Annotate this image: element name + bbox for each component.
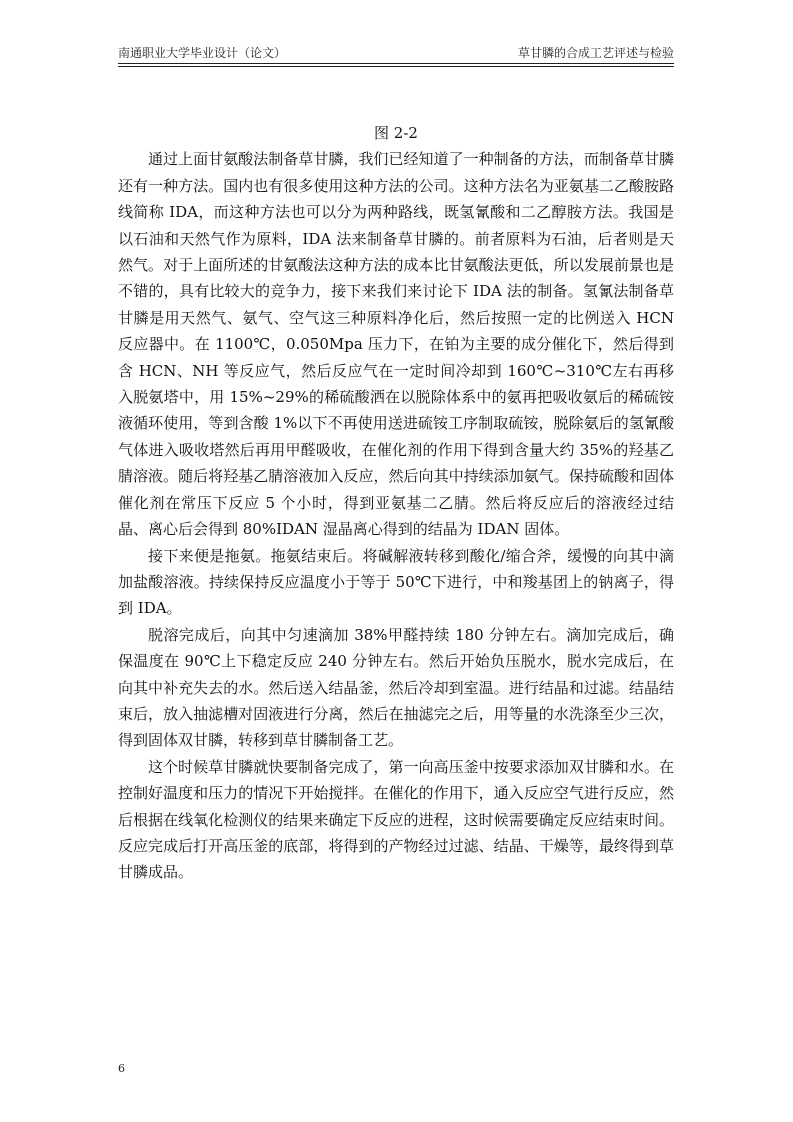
page-number: 6 <box>118 1062 125 1075</box>
figure-caption: 图 2-2 <box>374 124 418 142</box>
paragraph: 脱溶完成后，向其中匀速滴加 38%甲醛持续 180 分钟左右。滴加完成后，确保温度在 90℃上下稳定反应 240 分钟左右。然后开始负压脱水，脱水完成后，在向其中补充失去的水。然后送入结晶釜，然后冷却到室温。进行结晶和过滤。结晶结束后，放入抽滤槽对固液进行分离，然后在抽滤完之后，用等量的水洗涤至少三次，得到固体双甘膦，转移到草甘膦制备工艺。 <box>118 625 674 750</box>
paragraph: 通过上面甘氨酸法制备草甘膦，我们已经知道了一种制备的方法，而制备草甘膦还有一种方法。国内也有很多使用这种方法的公司。这种方法名为亚氨基二乙酸胺路线简称 IDA，而这种方法也可以分为两种路线，既氢氰酸和二乙醇胺方法。我国是以石油和天然气作为原料，IDA 法来制备草甘膦的。前者原料为石油，后者则是天然气。对于上面所述的甘氨酸法这种方法的成本比甘氨酸法更低，所以发展前景也是不错的，具有比较大的竞争力，接下来我们来讨论下 IDA 法的制备。氢氰法制备草甘膦是用天然气、氨气、空气这三种原料净化后，然后按照一定的比例送入 HCN 反应器中。在 1100℃，0.050Mpa 压力下，在铂为主要的成分催化下，然后得到含 HCN、NH 等反应气，然后反应气在一定时间冷却到 160℃~310℃左右再移入脱氨塔中，用 15%~29%的稀硫酸洒在以脱除体系中的氨再把吸收氨后的稀硫铵液循环使用，等到含酸 1%以下不再使用送进硫铵工序制取硫铵，脱除氨后的氢氰酸气体进入吸收塔然后再用甲醛吸收，在催化剂的作用下得到含量大约 35%的羟基乙腈溶液。随后将羟基乙腈溶液加入反应，然后向其中持续添加氨气。保持硫酸和固体催化剂在常压下反应 5 个小时，得到亚氨基二乙腈。然后将反应后的溶液经过结晶、离心后会得到 80%IDAN 湿晶离心得到的结晶为 IDAN 固体。 <box>118 150 674 539</box>
page-header <box>118 44 674 64</box>
header-right-title: 草甘膦的合成工艺评述与检验 <box>517 46 674 60</box>
header-rule-thin <box>118 66 674 67</box>
body-content <box>118 120 674 886</box>
paragraph: 这个时候草甘膦就快要制备完成了，第一向高压釜中按要求添加双甘膦和水。在控制好温度和压力的情况下开始搅拌。在催化的作用下，通入反应空气进行反应，然后根据在线氧化检测仪的结果来确定下反应的进程，这时候需要确定反应结束时间。反应完成后打开高压釜的底部，将得到的产物经过过滤、结晶、干燥等，最终得到草甘膦成品。 <box>118 757 674 882</box>
header-left-title: 南通职业大学毕业设计（论文） <box>118 46 287 60</box>
paragraph: 接下来便是拖氨。拖氨结束后。将碱解液转移到酸化/缩合斧，缓慢的向其中滴加盐酸溶液。持续保持反应温度小于等于 50℃下进行，中和羧基团上的钠离子，得到 IDA。 <box>118 546 674 618</box>
header-rule-thick <box>118 63 674 64</box>
